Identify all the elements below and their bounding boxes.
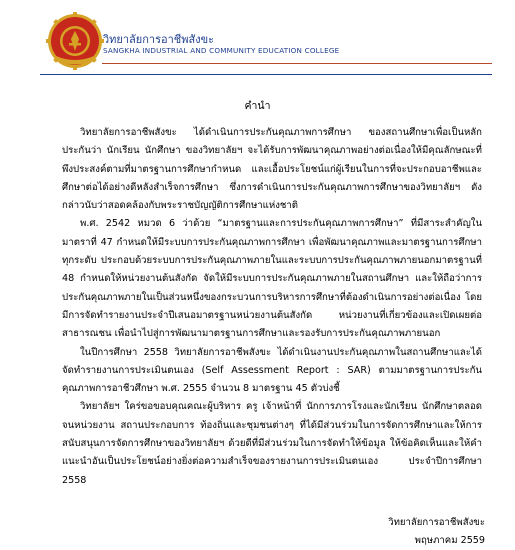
preface-body [62,124,482,490]
college-name-thai: วิทยาลัยการอาชีพสังขะ [103,33,214,46]
signature-date: พฤษภาคม 2559 [414,535,485,546]
paragraph-2: พ.ศ. 2542 หมวด 6 ว่าด้วย “มาตรฐานและการประกันคุณภาพการศึกษา” ที่มีสาระสำคัญในมาตราที่ 47 กำหนดให้มีระบบการประกันคุณภาพการศึกษา เพื่อพัฒนาคุณภาพและมาตรฐานการศึกษาทุกระดับ ประกอบด้วยระบบการประกันคุณภาพภายในและระบบการประกันคุณภาพภายนอกมาตรฐานที่ 48 กำหนดให้หน่วยงานต้นสังกัด จัดให้มีระบบการประกันคุณภาพภายในสถานศึกษา และให้ถือว่าการประกันคุณภาพภายในเป็นส่วนหนึ่งของกระบวนการบริหารการศึกษาที่ต้องดำเนินการอย่างต่อเนื่อง โดยมีการจัดทำรายงานประจำปีเสนอมาตรฐานหน่วยงานต้นสังกัด หน่วยงานที่เกี่ยวข้องและเปิดเผยต่อสาธารณชน เพื่อนำไปสู่การพัฒนามาตรฐานการศึกษาและรองรับการประกันคุณภาพภายนอก [62,218,482,340]
page-title: คำนำ [244,100,271,112]
college-emblem-icon [46,12,104,70]
paragraph-4: วิทยาลัยฯ ใคร่ขอขอบคุณคณะผู้บริหาร ครู เจ้าหน้าที่ นักการภารโรงและนักเรียน นักศึกษาตลอดจนหน่วยงาน สถานประกอบการ ท้องถิ่นและชุมชนต่างๆ ที่ได้มีส่วนร่วมในการจัดการศึกษาและให้การสนับสนุนการจัดการศึกษาของวิทยาลัยฯ ด้วยดีที่มีส่วนร่วมในการจัดทำให้ข้อมูล ให้ข้อคิดเห็นและให้คำแนะนำอันเป็นประโยชน์อย่างยิ่งต่อความสำเร็จของรายงานการประเมินตนเอง ประจำปีการศึกษา 2558 [62,401,482,486]
header-divider-bottom [40,74,492,75]
signature-organization: วิทยาลัยการอาชีพสังขะ [388,517,485,528]
letterhead [40,10,480,78]
paragraph-1: วิทยาลัยการอาชีพสังขะ ได้ดำเนินการประกันคุณภาพการศึกษา ของสถานศึกษาเพื่อเป็นหลักประกันว่า นักเรียน นักศึกษา ของวิทยาลัยฯ จะได้รับการพัฒนาคุณภาพอย่างต่อเนื่องให้มีคุณลักษณะที่พึงประสงค์ตามที่มาตรฐานการศึกษากำหนด และเอื้อประโยชน์แก่ผู้เรียนในการที่จะประกอบอาชีพและศึกษาต่อได้อย่างดีหลังสำเร็จการศึกษา ซึ่งการดำเนินการประกันคุณภาพการศึกษาของวิทยาลัยฯ ดังกล่าวนับว่าสอดคล้องกับพระราชบัญญัติการศึกษาแห่งชาติ [62,127,482,212]
header-divider-top [102,63,492,64]
paragraph-3: ในปีการศึกษา 2558 วิทยาลัยการอาชีพสังขะ ได้ดำเนินงานประกันคุณภาพในสถานศึกษาและได้จัดทำรายงานการประเมินตนเอง (Self Assessment Report : SAR) ตามมาตรฐานการประกันคุณภาพการอาชีวศึกษา พ.ศ. 2555 จำนวน 8 มาตรฐาน 45 ตัวบ่งชี้ [62,346,482,395]
college-name-english: SANGKHA INDUSTRIAL AND COMMUNITY EDUCATION COLLEGE [103,46,340,55]
